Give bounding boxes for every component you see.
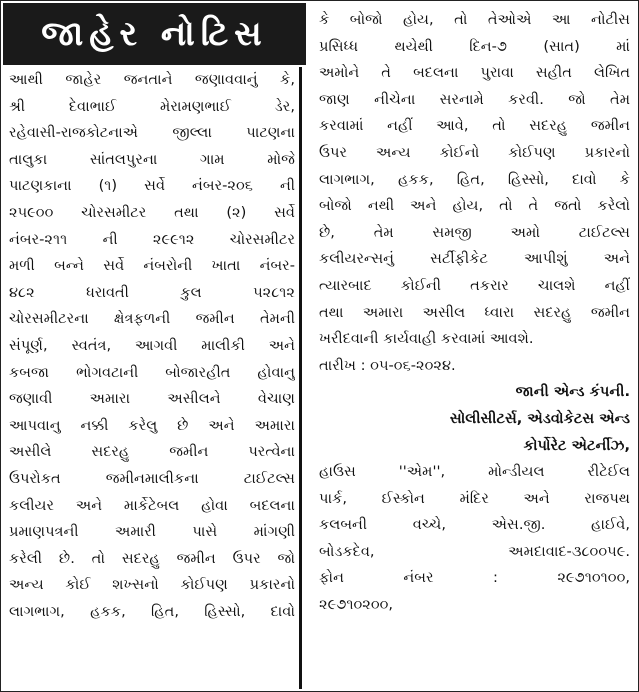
notice-right-column bbox=[311, 3, 636, 689]
body-line: મળી બન્ને સર્વે નંબરોની ખાતા નંબર- bbox=[9, 257, 295, 275]
body-line: ચોરસમીટરના ક્ષેત્રફળની જમીન તેમની bbox=[9, 310, 295, 328]
body-line: પ્રમાણપત્રની અમારી પાસે માંગણી bbox=[9, 523, 295, 541]
address-line: કલબની વચ્ચે, એસ.જી. હાઈવે, bbox=[319, 516, 630, 534]
body-line: કલીયરન્સનું સર્ટીફીકેટ આપીશું અને bbox=[319, 250, 630, 268]
address-line: બોડકદેવ, અમદાવાદ-૩૮૦૦૫૯. bbox=[319, 542, 630, 560]
body-line: ખરીદવાની કાર્યવાહી કરવામાં આવશે. bbox=[319, 330, 534, 348]
firm-name: જાની એન્ડ કંપની. bbox=[515, 383, 630, 401]
body-line: આથી જાહેર જનતાને જણાવવાનું કે, bbox=[9, 71, 295, 88]
body-line: અસીલે સદરહુ જમીન પરત્વેના bbox=[9, 443, 295, 461]
body-line: શ્રી દેવાભાઈ મેરામણભાઈ ડેર, bbox=[9, 97, 295, 115]
body-line: સંપૂર્ણ, સ્વતંત્ર, આગવી માલીકી અને bbox=[9, 336, 295, 354]
address-line: પાર્ક, ઈસ્કોન મંદિર અને રાજપથ bbox=[319, 489, 630, 507]
body-line: જાણ નીચેના સરનામે કરવી. જો તેમ bbox=[319, 90, 630, 108]
body-line: જણાવી અમારા અસીલને વેચાણ bbox=[9, 390, 295, 408]
body-line: કે બોજો હોય, તો તેઓએ આ નોટીસ bbox=[319, 11, 630, 28]
body-line: કરવામાં નહીં આવે, તો સદરહુ જમીન bbox=[319, 117, 630, 135]
body-line: રહેવાસી-રાજકોટનાએ જીલ્લા પાટણના bbox=[9, 124, 295, 142]
body-line: કલીયર અને માર્કેટેબલ હોવા બદલના bbox=[9, 496, 295, 514]
body-line: ૪૮૨ ધરાવતી કુલ ૫૨૮૧૨ bbox=[9, 283, 295, 301]
body-line: પ્રસિધ્ધ થયેથી દિન-૭ (સાત) માં bbox=[319, 37, 630, 55]
body-line: નંબર-૨૧૧ ની ૨૯૯૧૨ ચોરસમીટર bbox=[9, 230, 295, 248]
body-line: અમોને તે બદલના પુરાવા સહીત લેખિત bbox=[319, 64, 630, 82]
body-line: ૨૫૯૦૦ ચોરસમીટર તથા (૨) સર્વે bbox=[9, 203, 295, 221]
phone-line: ફોન નંબર : ૨૯૭૧૦૧૦૦, bbox=[319, 569, 630, 587]
notice-title: જાહેર નોટિસ bbox=[3, 3, 306, 65]
body-line: ઉપર અન્ય કોઈનો કોઈપણ પ્રકારનો bbox=[319, 143, 630, 161]
body-line: અન્ય કોઈ શખ્સનો કોઈપણ પ્રકારનો bbox=[9, 576, 295, 594]
body-line: છે, તેમ સમજી અમો ટાઈટલ્સ bbox=[319, 223, 630, 241]
body-line: કબજા ભોગવટાની બોજારહીત હોવાનુ bbox=[9, 363, 295, 381]
body-line: લાગભાગ, હકક, હિત, હિસ્સો, દાવો કે bbox=[319, 170, 630, 188]
body-line: ત્યારબાદ કોઈની તકરાર ચાલશે નહીં bbox=[319, 276, 630, 294]
phone-line: ૨૯૭૧૦૨૦૦, bbox=[319, 596, 394, 614]
address-line: હાઉસ ''એમ'', મોન્ડીયલ રીટેઈલ bbox=[319, 463, 630, 481]
firm-role: કોર્પોરેટ એટર્નીઝ, bbox=[523, 436, 630, 454]
firm-role: સોલીસીટર્સ, એડવોકેટસ એન્ડ bbox=[449, 409, 630, 427]
body-line: લાગભાગ, હકક, હિત, હિસ્સો, દાવો bbox=[9, 602, 295, 620]
body-line: ઉપરોકત જમીનમાલીકના ટાઈટલ્સ bbox=[9, 469, 295, 487]
body-line: તાલુકા સાંતલપુરના ગામ મોજે bbox=[9, 150, 295, 168]
body-line: બોજો નથી અને હોય, તો તે જતો કરેલો bbox=[319, 197, 630, 215]
body-line: આપવાનુ નક્કી કરેલુ છે અને અમારા bbox=[9, 416, 295, 434]
body-line: તથા અમારા અસીલ ધ્વારા સદરહુ જમીન bbox=[319, 303, 630, 321]
notice-date: તારીખ : ૦૫-૦૬-૨૦૨૪. bbox=[319, 356, 456, 374]
body-line: પાટણકાના (૧) સર્વે નંબર-૨૦૬ ની bbox=[9, 177, 295, 195]
body-line: કરેલી છે. તો સદરહુ જમીન ઉપર જો bbox=[9, 549, 295, 567]
notice-left-column bbox=[3, 67, 302, 689]
